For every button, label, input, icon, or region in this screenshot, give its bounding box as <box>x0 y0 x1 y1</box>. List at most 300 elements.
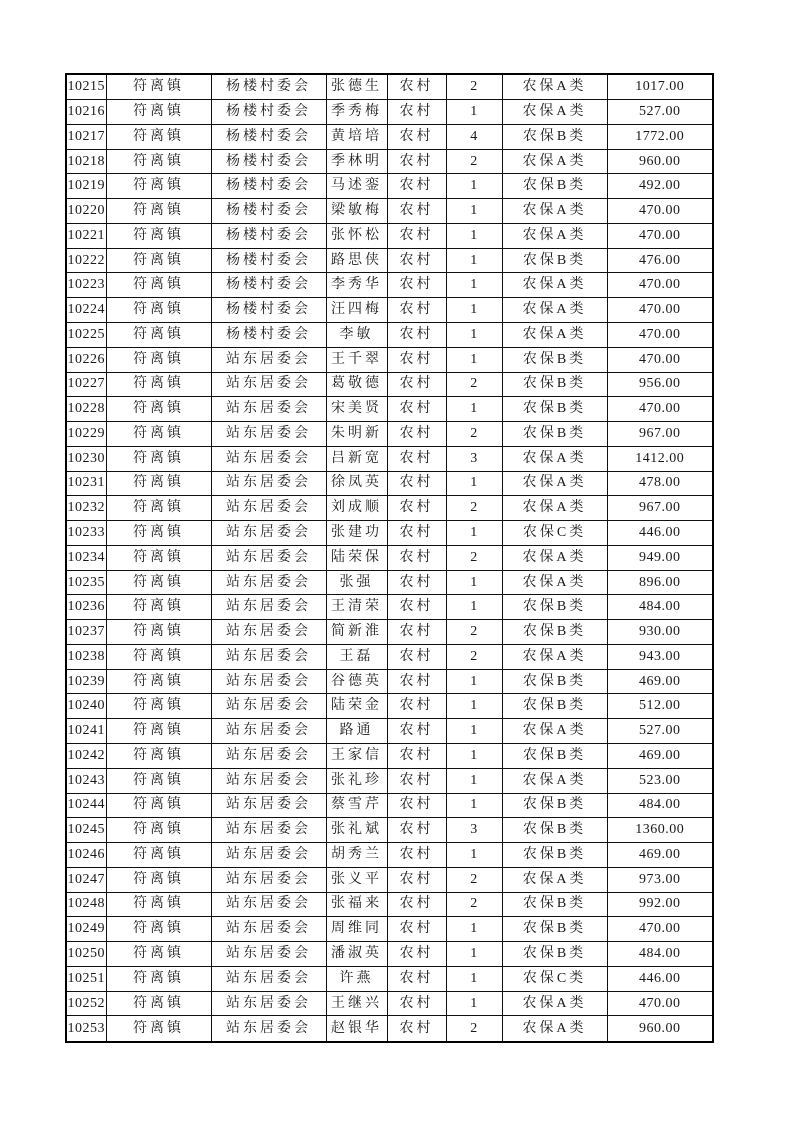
cell-serial-number: 10224 <box>66 298 106 323</box>
cell-town: 符离镇 <box>106 446 211 471</box>
cell-village-committee: 站东居委会 <box>211 1016 326 1042</box>
cell-village-committee: 杨楼村委会 <box>211 174 326 199</box>
cell-amount: 470.00 <box>607 347 713 372</box>
cell-town: 符离镇 <box>106 174 211 199</box>
cell-insurance-category: 农保A类 <box>502 446 607 471</box>
cell-residence-type: 农村 <box>387 446 446 471</box>
cell-serial-number: 10217 <box>66 124 106 149</box>
cell-amount: 470.00 <box>607 397 713 422</box>
cell-residence-type: 农村 <box>387 942 446 967</box>
cell-village-committee: 站东居委会 <box>211 768 326 793</box>
cell-person-name: 王千翠 <box>326 347 387 372</box>
cell-village-committee: 站东居委会 <box>211 719 326 744</box>
cell-village-committee: 站东居委会 <box>211 843 326 868</box>
cell-village-committee: 站东居委会 <box>211 942 326 967</box>
cell-insurance-category: 农保A类 <box>502 273 607 298</box>
cell-serial-number: 10243 <box>66 768 106 793</box>
table-row <box>66 793 713 818</box>
cell-town: 符离镇 <box>106 1016 211 1042</box>
cell-residence-type: 农村 <box>387 991 446 1016</box>
cell-person-name: 路通 <box>326 719 387 744</box>
cell-insurance-category: 农保B类 <box>502 793 607 818</box>
cell-residence-type: 农村 <box>387 669 446 694</box>
cell-insurance-category: 农保A类 <box>502 100 607 125</box>
cell-town: 符离镇 <box>106 199 211 224</box>
table-row <box>66 521 713 546</box>
cell-serial-number: 10238 <box>66 644 106 669</box>
cell-village-committee: 杨楼村委会 <box>211 248 326 273</box>
cell-serial-number: 10228 <box>66 397 106 422</box>
cell-serial-number: 10223 <box>66 273 106 298</box>
cell-amount: 1017.00 <box>607 74 713 100</box>
table-row <box>66 744 713 769</box>
cell-person-count: 1 <box>446 917 502 942</box>
cell-insurance-category: 农保A类 <box>502 570 607 595</box>
cell-town: 符离镇 <box>106 744 211 769</box>
table-row <box>66 843 713 868</box>
cell-insurance-category: 农保A类 <box>502 644 607 669</box>
cell-residence-type: 农村 <box>387 620 446 645</box>
cell-serial-number: 10227 <box>66 372 106 397</box>
cell-amount: 527.00 <box>607 100 713 125</box>
cell-amount: 973.00 <box>607 867 713 892</box>
cell-residence-type: 农村 <box>387 223 446 248</box>
cell-village-committee: 杨楼村委会 <box>211 322 326 347</box>
cell-village-committee: 站东居委会 <box>211 892 326 917</box>
table-row <box>66 124 713 149</box>
table-row <box>66 322 713 347</box>
table-row <box>66 273 713 298</box>
table-row <box>66 644 713 669</box>
cell-residence-type: 农村 <box>387 174 446 199</box>
cell-insurance-category: 农保A类 <box>502 298 607 323</box>
cell-person-count: 2 <box>446 422 502 447</box>
cell-serial-number: 10226 <box>66 347 106 372</box>
cell-residence-type: 农村 <box>387 298 446 323</box>
cell-residence-type: 农村 <box>387 644 446 669</box>
cell-person-count: 1 <box>446 298 502 323</box>
cell-person-count: 1 <box>446 199 502 224</box>
cell-insurance-category: 农保C类 <box>502 521 607 546</box>
cell-serial-number: 10230 <box>66 446 106 471</box>
cell-residence-type: 农村 <box>387 694 446 719</box>
cell-residence-type: 农村 <box>387 521 446 546</box>
cell-residence-type: 农村 <box>387 273 446 298</box>
cell-amount: 930.00 <box>607 620 713 645</box>
table-row <box>66 248 713 273</box>
cell-village-committee: 站东居委会 <box>211 669 326 694</box>
cell-amount: 470.00 <box>607 273 713 298</box>
cell-serial-number: 10218 <box>66 149 106 174</box>
cell-person-name: 徐凤英 <box>326 471 387 496</box>
cell-town: 符离镇 <box>106 100 211 125</box>
cell-town: 符离镇 <box>106 620 211 645</box>
table-row <box>66 298 713 323</box>
cell-town: 符离镇 <box>106 966 211 991</box>
cell-person-name: 梁敏梅 <box>326 199 387 224</box>
cell-amount: 960.00 <box>607 149 713 174</box>
cell-village-committee: 杨楼村委会 <box>211 298 326 323</box>
cell-person-count: 4 <box>446 124 502 149</box>
cell-person-name: 周维同 <box>326 917 387 942</box>
cell-residence-type: 农村 <box>387 347 446 372</box>
cell-amount: 992.00 <box>607 892 713 917</box>
cell-village-committee: 站东居委会 <box>211 471 326 496</box>
cell-village-committee: 站东居委会 <box>211 446 326 471</box>
cell-amount: 967.00 <box>607 496 713 521</box>
cell-village-committee: 杨楼村委会 <box>211 273 326 298</box>
cell-person-count: 1 <box>446 248 502 273</box>
cell-village-committee: 杨楼村委会 <box>211 124 326 149</box>
table-row <box>66 991 713 1016</box>
cell-amount: 470.00 <box>607 199 713 224</box>
cell-town: 符离镇 <box>106 496 211 521</box>
table-row <box>66 347 713 372</box>
cell-village-committee: 站东居委会 <box>211 744 326 769</box>
cell-amount: 476.00 <box>607 248 713 273</box>
cell-person-name: 朱明新 <box>326 422 387 447</box>
cell-person-name: 吕新宽 <box>326 446 387 471</box>
cell-serial-number: 10236 <box>66 595 106 620</box>
cell-village-committee: 站东居委会 <box>211 397 326 422</box>
cell-residence-type: 农村 <box>387 1016 446 1042</box>
cell-person-count: 2 <box>446 372 502 397</box>
cell-amount: 469.00 <box>607 744 713 769</box>
cell-town: 符离镇 <box>106 669 211 694</box>
cell-residence-type: 农村 <box>387 397 446 422</box>
cell-insurance-category: 农保B类 <box>502 669 607 694</box>
table-row <box>66 867 713 892</box>
cell-town: 符离镇 <box>106 397 211 422</box>
cell-person-count: 1 <box>446 174 502 199</box>
cell-person-name: 王家信 <box>326 744 387 769</box>
cell-serial-number: 10229 <box>66 422 106 447</box>
cell-person-count: 1 <box>446 719 502 744</box>
cell-person-count: 1 <box>446 694 502 719</box>
cell-residence-type: 农村 <box>387 100 446 125</box>
table-row <box>66 446 713 471</box>
cell-insurance-category: 农保A类 <box>502 322 607 347</box>
cell-insurance-category: 农保B类 <box>502 422 607 447</box>
cell-insurance-category: 农保B类 <box>502 347 607 372</box>
table-row <box>66 545 713 570</box>
cell-amount: 1772.00 <box>607 124 713 149</box>
cell-person-name: 路思侠 <box>326 248 387 273</box>
cell-person-count: 1 <box>446 223 502 248</box>
cell-town: 符离镇 <box>106 347 211 372</box>
cell-person-name: 宋美贤 <box>326 397 387 422</box>
cell-town: 符离镇 <box>106 892 211 917</box>
cell-amount: 523.00 <box>607 768 713 793</box>
cell-town: 符离镇 <box>106 74 211 100</box>
table-row <box>66 719 713 744</box>
cell-village-committee: 站东居委会 <box>211 521 326 546</box>
cell-town: 符离镇 <box>106 595 211 620</box>
cell-person-count: 1 <box>446 669 502 694</box>
cell-person-name: 简新淮 <box>326 620 387 645</box>
table-row <box>66 223 713 248</box>
cell-residence-type: 农村 <box>387 248 446 273</box>
cell-person-name: 汪四梅 <box>326 298 387 323</box>
cell-village-committee: 站东居委会 <box>211 595 326 620</box>
cell-person-name: 刘成顺 <box>326 496 387 521</box>
cell-person-name: 马述銮 <box>326 174 387 199</box>
cell-town: 符离镇 <box>106 545 211 570</box>
cell-person-name: 李敏 <box>326 322 387 347</box>
cell-serial-number: 10246 <box>66 843 106 868</box>
cell-amount: 967.00 <box>607 422 713 447</box>
cell-person-count: 2 <box>446 867 502 892</box>
cell-person-count: 1 <box>446 843 502 868</box>
cell-village-committee: 站东居委会 <box>211 991 326 1016</box>
cell-person-name: 许燕 <box>326 966 387 991</box>
cell-person-count: 1 <box>446 942 502 967</box>
cell-person-name: 张怀松 <box>326 223 387 248</box>
table-row <box>66 397 713 422</box>
table-row <box>66 818 713 843</box>
cell-amount: 469.00 <box>607 843 713 868</box>
cell-insurance-category: 农保B类 <box>502 372 607 397</box>
table-row <box>66 100 713 125</box>
cell-residence-type: 农村 <box>387 372 446 397</box>
cell-residence-type: 农村 <box>387 595 446 620</box>
cell-residence-type: 农村 <box>387 892 446 917</box>
cell-person-name: 胡秀兰 <box>326 843 387 868</box>
cell-person-count: 2 <box>446 644 502 669</box>
cell-residence-type: 农村 <box>387 74 446 100</box>
cell-serial-number: 10250 <box>66 942 106 967</box>
cell-town: 符离镇 <box>106 248 211 273</box>
cell-insurance-category: 农保A类 <box>502 867 607 892</box>
table-row <box>66 942 713 967</box>
cell-village-committee: 站东居委会 <box>211 644 326 669</box>
cell-amount: 943.00 <box>607 644 713 669</box>
cell-insurance-category: 农保B类 <box>502 843 607 868</box>
cell-serial-number: 10244 <box>66 793 106 818</box>
cell-person-count: 2 <box>446 1016 502 1042</box>
cell-insurance-category: 农保A类 <box>502 471 607 496</box>
cell-village-committee: 站东居委会 <box>211 422 326 447</box>
cell-person-name: 季林明 <box>326 149 387 174</box>
cell-person-count: 2 <box>446 545 502 570</box>
cell-amount: 484.00 <box>607 793 713 818</box>
cell-person-name: 张建功 <box>326 521 387 546</box>
cell-serial-number: 10222 <box>66 248 106 273</box>
table-row <box>66 620 713 645</box>
cell-insurance-category: 农保A类 <box>502 991 607 1016</box>
cell-person-name: 谷德英 <box>326 669 387 694</box>
table-row <box>66 595 713 620</box>
cell-person-name: 潘淑英 <box>326 942 387 967</box>
cell-town: 符离镇 <box>106 793 211 818</box>
cell-town: 符离镇 <box>106 570 211 595</box>
cell-serial-number: 10239 <box>66 669 106 694</box>
cell-person-count: 2 <box>446 892 502 917</box>
cell-village-committee: 站东居委会 <box>211 347 326 372</box>
table-row <box>66 570 713 595</box>
cell-amount: 492.00 <box>607 174 713 199</box>
cell-person-count: 2 <box>446 496 502 521</box>
cell-residence-type: 农村 <box>387 843 446 868</box>
table-row <box>66 496 713 521</box>
cell-amount: 949.00 <box>607 545 713 570</box>
cell-serial-number: 10225 <box>66 322 106 347</box>
cell-village-committee: 杨楼村委会 <box>211 199 326 224</box>
cell-town: 符离镇 <box>106 843 211 868</box>
cell-residence-type: 农村 <box>387 793 446 818</box>
cell-residence-type: 农村 <box>387 322 446 347</box>
cell-serial-number: 10248 <box>66 892 106 917</box>
cell-village-committee: 站东居委会 <box>211 694 326 719</box>
cell-amount: 1412.00 <box>607 446 713 471</box>
cell-village-committee: 站东居委会 <box>211 545 326 570</box>
cell-village-committee: 站东居委会 <box>211 372 326 397</box>
table-row <box>66 669 713 694</box>
cell-town: 符离镇 <box>106 694 211 719</box>
cell-serial-number: 10215 <box>66 74 106 100</box>
cell-serial-number: 10231 <box>66 471 106 496</box>
cell-person-count: 1 <box>446 991 502 1016</box>
cell-serial-number: 10249 <box>66 917 106 942</box>
cell-village-committee: 站东居委会 <box>211 867 326 892</box>
cell-village-committee: 站东居委会 <box>211 966 326 991</box>
cell-serial-number: 10233 <box>66 521 106 546</box>
cell-residence-type: 农村 <box>387 124 446 149</box>
cell-insurance-category: 农保B类 <box>502 917 607 942</box>
cell-town: 符离镇 <box>106 223 211 248</box>
cell-town: 符离镇 <box>106 521 211 546</box>
cell-person-name: 李秀华 <box>326 273 387 298</box>
cell-insurance-category: 农保A类 <box>502 149 607 174</box>
cell-person-count: 1 <box>446 595 502 620</box>
cell-residence-type: 农村 <box>387 199 446 224</box>
cell-serial-number: 10220 <box>66 199 106 224</box>
cell-insurance-category: 农保A类 <box>502 768 607 793</box>
cell-residence-type: 农村 <box>387 496 446 521</box>
table-row <box>66 199 713 224</box>
cell-person-name: 蔡雪芹 <box>326 793 387 818</box>
cell-insurance-category: 农保B类 <box>502 892 607 917</box>
cell-insurance-category: 农保A类 <box>502 74 607 100</box>
cell-serial-number: 10235 <box>66 570 106 595</box>
cell-amount: 470.00 <box>607 223 713 248</box>
cell-person-name: 季秀梅 <box>326 100 387 125</box>
cell-person-count: 2 <box>446 620 502 645</box>
cell-amount: 470.00 <box>607 298 713 323</box>
cell-serial-number: 10252 <box>66 991 106 1016</box>
cell-serial-number: 10234 <box>66 545 106 570</box>
cell-amount: 446.00 <box>607 966 713 991</box>
cell-amount: 1360.00 <box>607 818 713 843</box>
cell-amount: 478.00 <box>607 471 713 496</box>
cell-amount: 512.00 <box>607 694 713 719</box>
cell-town: 符离镇 <box>106 372 211 397</box>
cell-town: 符离镇 <box>106 719 211 744</box>
cell-person-count: 1 <box>446 347 502 372</box>
cell-person-count: 1 <box>446 397 502 422</box>
cell-serial-number: 10216 <box>66 100 106 125</box>
cell-serial-number: 10251 <box>66 966 106 991</box>
cell-amount: 470.00 <box>607 917 713 942</box>
cell-person-count: 1 <box>446 966 502 991</box>
cell-amount: 470.00 <box>607 322 713 347</box>
cell-person-name: 黄培培 <box>326 124 387 149</box>
cell-insurance-category: 农保B类 <box>502 595 607 620</box>
table-row <box>66 892 713 917</box>
cell-insurance-category: 农保B类 <box>502 397 607 422</box>
cell-insurance-category: 农保A类 <box>502 1016 607 1042</box>
cell-person-name: 陆荣金 <box>326 694 387 719</box>
cell-amount: 484.00 <box>607 942 713 967</box>
cell-person-name: 王继兴 <box>326 991 387 1016</box>
cell-person-name: 张礼珍 <box>326 768 387 793</box>
cell-town: 符离镇 <box>106 867 211 892</box>
cell-town: 符离镇 <box>106 917 211 942</box>
cell-person-name: 张福来 <box>326 892 387 917</box>
cell-serial-number: 10232 <box>66 496 106 521</box>
cell-person-count: 1 <box>446 273 502 298</box>
cell-residence-type: 农村 <box>387 149 446 174</box>
cell-village-committee: 杨楼村委会 <box>211 149 326 174</box>
cell-town: 符离镇 <box>106 768 211 793</box>
cell-town: 符离镇 <box>106 298 211 323</box>
cell-insurance-category: 农保A类 <box>502 223 607 248</box>
cell-person-count: 1 <box>446 793 502 818</box>
cell-village-committee: 站东居委会 <box>211 570 326 595</box>
cell-amount: 527.00 <box>607 719 713 744</box>
cell-person-name: 赵银华 <box>326 1016 387 1042</box>
table-row <box>66 372 713 397</box>
cell-person-count: 1 <box>446 471 502 496</box>
cell-amount: 470.00 <box>607 991 713 1016</box>
cell-person-count: 1 <box>446 521 502 546</box>
cell-person-name: 张义平 <box>326 867 387 892</box>
cell-amount: 469.00 <box>607 669 713 694</box>
cell-town: 符离镇 <box>106 322 211 347</box>
cell-residence-type: 农村 <box>387 570 446 595</box>
cell-insurance-category: 农保B类 <box>502 620 607 645</box>
cell-serial-number: 10219 <box>66 174 106 199</box>
cell-residence-type: 农村 <box>387 744 446 769</box>
cell-insurance-category: 农保B类 <box>502 248 607 273</box>
cell-person-name: 张德生 <box>326 74 387 100</box>
cell-town: 符离镇 <box>106 273 211 298</box>
table-row <box>66 768 713 793</box>
cell-person-name: 王磊 <box>326 644 387 669</box>
cell-residence-type: 农村 <box>387 966 446 991</box>
table-row <box>66 422 713 447</box>
cell-person-count: 3 <box>446 818 502 843</box>
table-row <box>66 966 713 991</box>
cell-person-name: 王清荣 <box>326 595 387 620</box>
cell-person-count: 2 <box>446 74 502 100</box>
cell-person-count: 1 <box>446 744 502 769</box>
cell-residence-type: 农村 <box>387 867 446 892</box>
cell-serial-number: 10240 <box>66 694 106 719</box>
cell-town: 符离镇 <box>106 471 211 496</box>
cell-town: 符离镇 <box>106 644 211 669</box>
cell-insurance-category: 农保B类 <box>502 124 607 149</box>
cell-insurance-category: 农保B类 <box>502 818 607 843</box>
cell-person-name: 葛敬德 <box>326 372 387 397</box>
cell-village-committee: 站东居委会 <box>211 793 326 818</box>
cell-town: 符离镇 <box>106 149 211 174</box>
table-row <box>66 471 713 496</box>
cell-serial-number: 10247 <box>66 867 106 892</box>
cell-person-name: 张礼斌 <box>326 818 387 843</box>
cell-village-committee: 杨楼村委会 <box>211 223 326 248</box>
table-row <box>66 74 713 100</box>
